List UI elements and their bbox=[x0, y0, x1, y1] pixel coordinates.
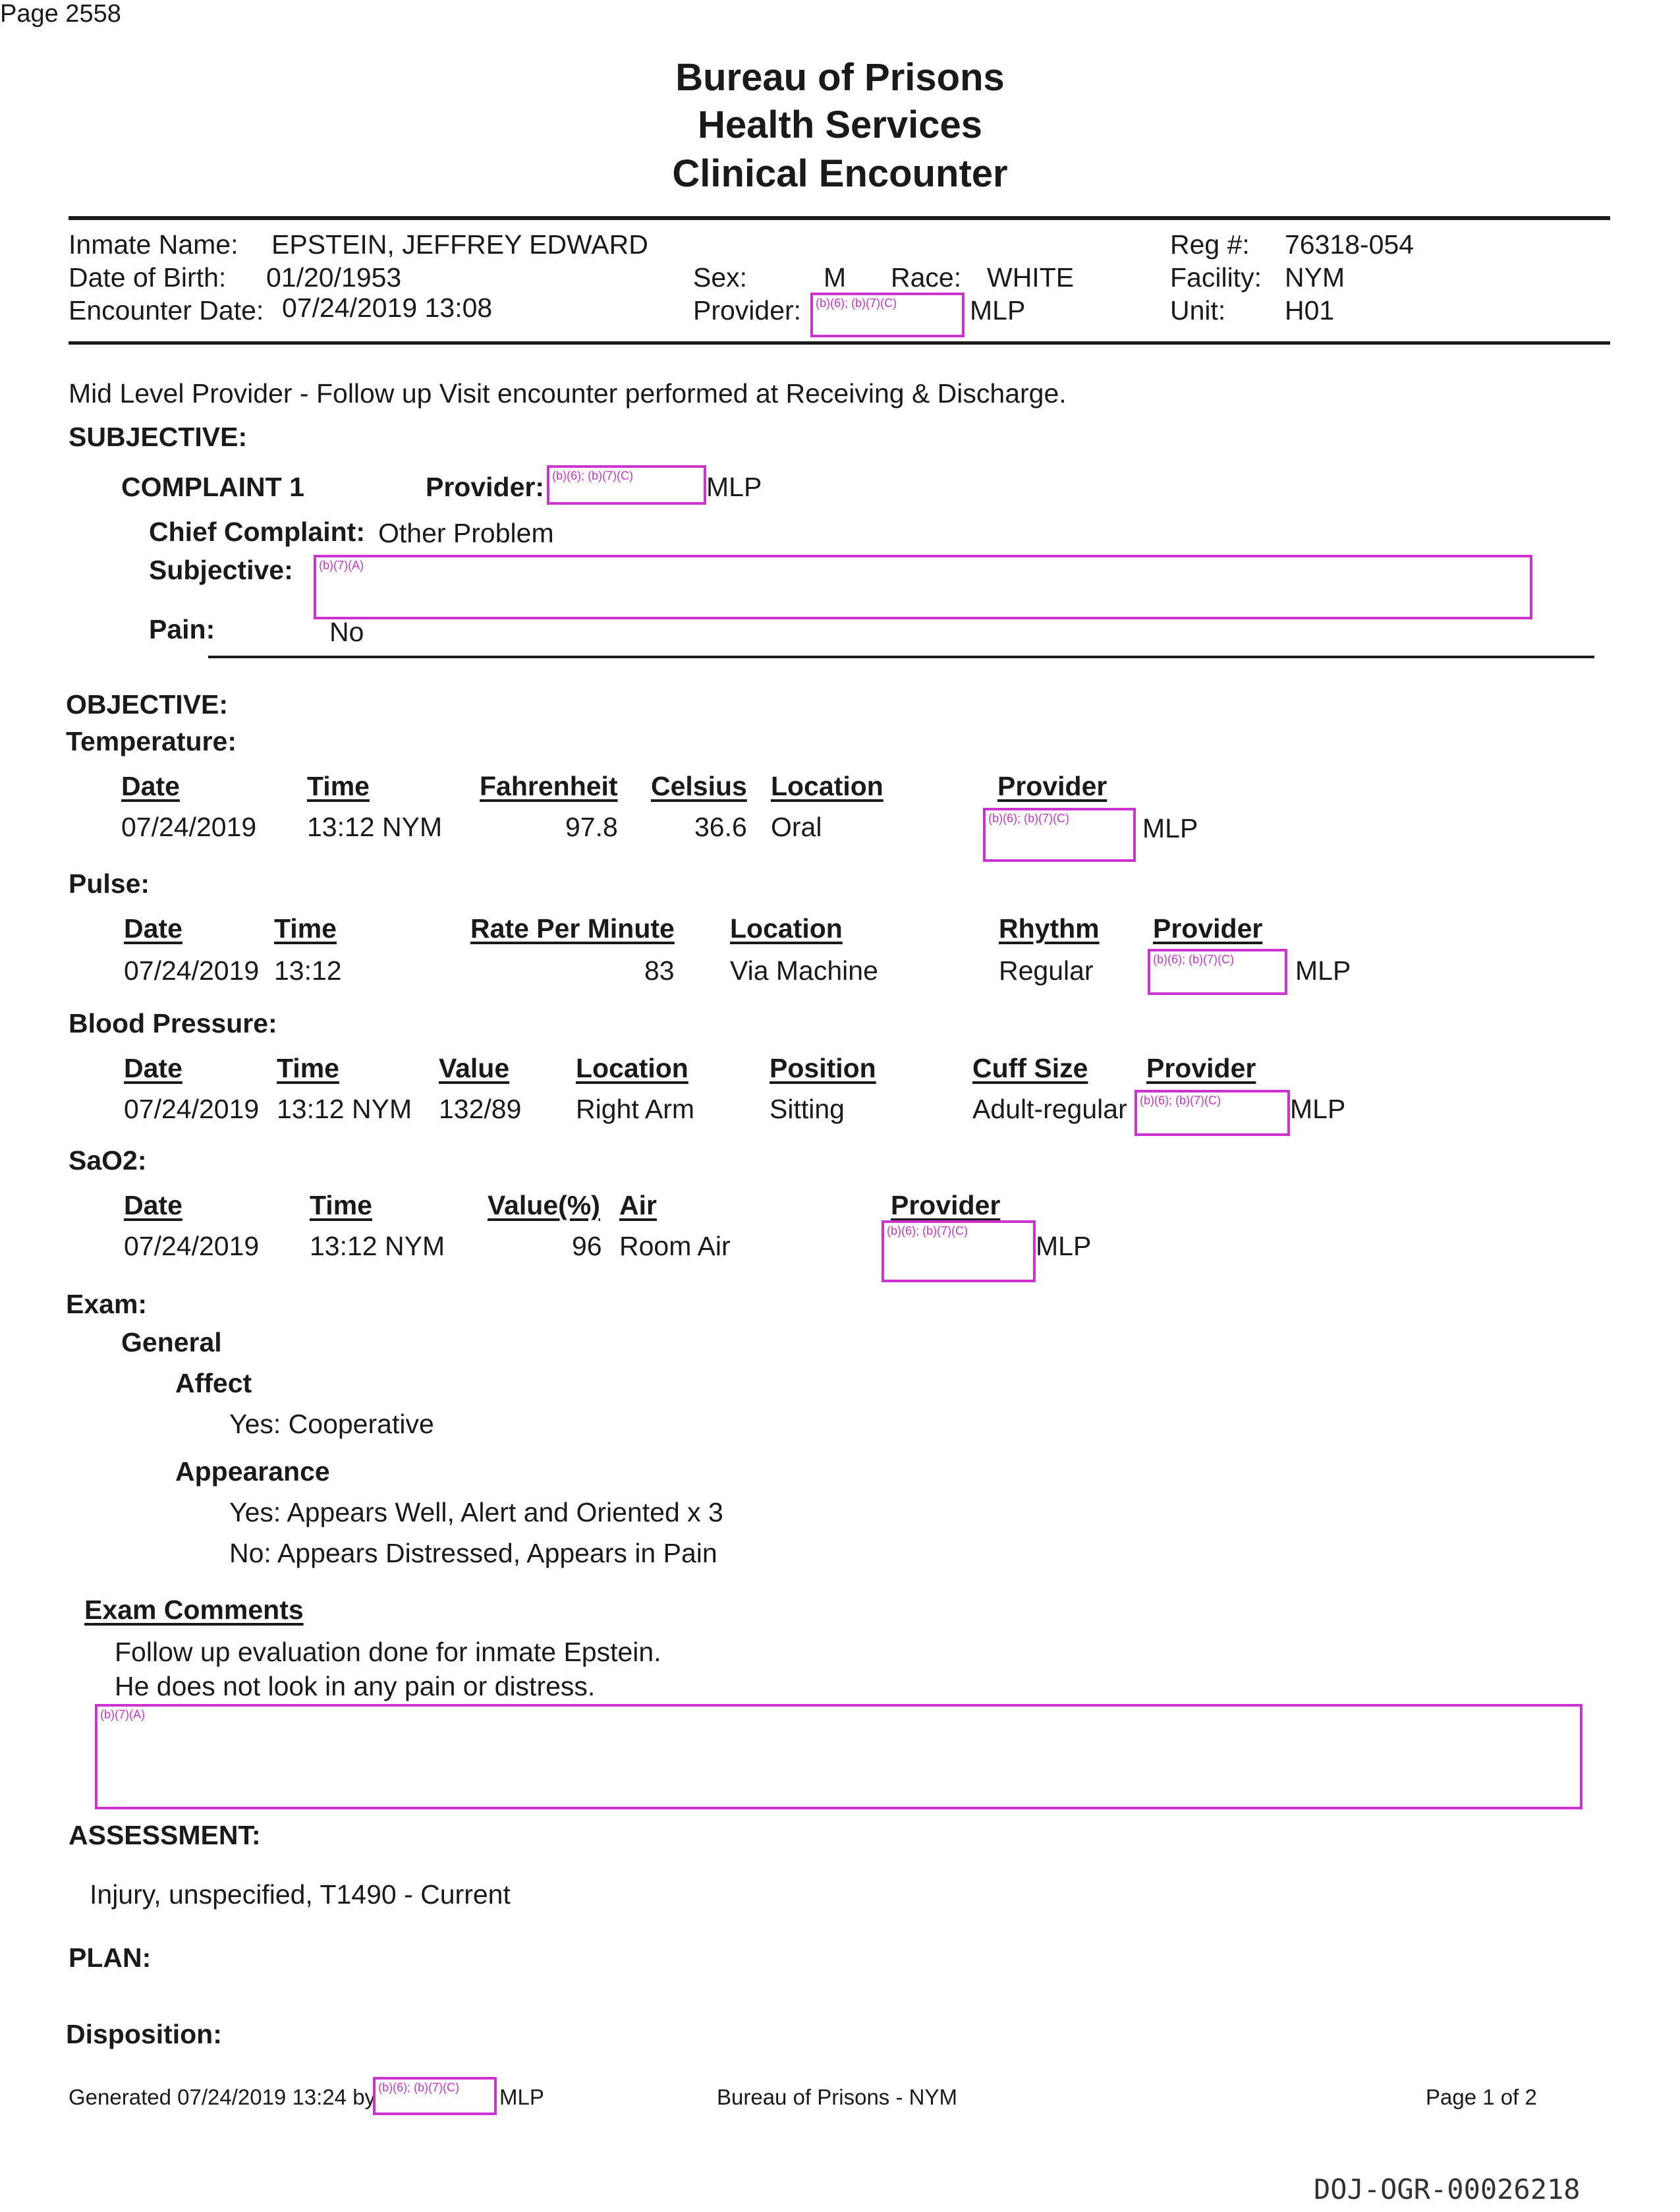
encounter-label: Encounter Date: bbox=[69, 295, 264, 326]
dob-label: Date of Birth: bbox=[69, 262, 227, 293]
redaction-box: (b)(7)(A) bbox=[314, 555, 1532, 619]
col-location: Location bbox=[771, 771, 883, 801]
col-date: Date bbox=[124, 1053, 182, 1083]
disposition-heading: Disposition: bbox=[66, 2019, 222, 2049]
redaction-box: (b)(6); (b)(7)(C) bbox=[1134, 1090, 1290, 1136]
cell-rate: 83 bbox=[644, 955, 675, 986]
col-time: Time bbox=[310, 1190, 372, 1220]
redaction-box: (b)(6); (b)(7)(C) bbox=[1148, 949, 1287, 995]
cell-date: 07/24/2019 bbox=[121, 812, 257, 842]
assessment-heading: ASSESSMENT: bbox=[69, 1820, 261, 1850]
title-line-2: Health Services bbox=[697, 103, 983, 146]
bp-heading: Blood Pressure: bbox=[69, 1008, 277, 1038]
col-provider: Provider bbox=[997, 771, 1107, 801]
exam-comments-heading: Exam Comments bbox=[84, 1595, 304, 1625]
sex-value: M bbox=[824, 262, 847, 293]
exam-comment-line-1: Follow up evaluation done for inmate Epstein. bbox=[115, 1637, 661, 1667]
subjective-heading: SUBJECTIVE: bbox=[69, 422, 248, 452]
inmate-name: EPSTEIN, JEFFREY EDWARD bbox=[271, 229, 648, 260]
col-rhythm: Rhythm bbox=[999, 913, 1100, 944]
provider-suffix: MLP bbox=[970, 295, 1026, 326]
facility-value: NYM bbox=[1285, 262, 1345, 293]
subjective-rule bbox=[208, 656, 1594, 658]
complaint-label: COMPLAINT 1 bbox=[121, 472, 304, 502]
cell-value: 132/89 bbox=[439, 1094, 522, 1124]
cell-time: 13:12 NYM bbox=[310, 1231, 445, 1261]
col-time: Time bbox=[307, 771, 370, 801]
col-position: Position bbox=[770, 1053, 876, 1083]
exam-appearance: Appearance bbox=[175, 1456, 330, 1487]
page-label: Page 2558 bbox=[0, 0, 121, 28]
redaction-box: (b)(7)(A) bbox=[95, 1704, 1582, 1809]
redaction-box: (b)(6); (b)(7)(C) bbox=[810, 293, 965, 337]
cell-rhythm: Regular bbox=[999, 955, 1094, 986]
race-value: WHITE bbox=[987, 262, 1075, 293]
col-location: Location bbox=[576, 1053, 688, 1083]
unit-value: H01 bbox=[1285, 295, 1335, 326]
exam-heading: Exam: bbox=[66, 1289, 148, 1319]
col-date: Date bbox=[124, 913, 182, 944]
exam-general: General bbox=[121, 1327, 222, 1357]
chief-complaint-value: Other Problem bbox=[378, 518, 554, 548]
exam-affect-yes: Yes: Cooperative bbox=[229, 1409, 434, 1439]
plan-heading: PLAN: bbox=[69, 1943, 152, 1973]
chief-complaint-label: Chief Complaint: bbox=[149, 517, 365, 547]
intro-line: Mid Level Provider - Follow up Visit encounter performed at Receiving & Discharge. bbox=[69, 378, 1067, 409]
unit-label: Unit: bbox=[1170, 295, 1226, 326]
redaction-box: (b)(6); (b)(7)(C) bbox=[983, 808, 1136, 862]
subjective-label: Subjective: bbox=[149, 555, 293, 585]
cell-location: Via Machine bbox=[730, 955, 878, 986]
inmate-name-label: Inmate Name: bbox=[69, 229, 238, 260]
exam-comment-line-2: He does not look in any pain or distress. bbox=[115, 1671, 596, 1701]
encounter-value: 07/24/2019 13:08 bbox=[282, 293, 493, 323]
col-provider: Provider bbox=[1146, 1053, 1256, 1083]
objective-heading: OBJECTIVE: bbox=[66, 689, 229, 720]
cell-fahrenheit: 97.8 bbox=[565, 812, 618, 842]
pulse-heading: Pulse: bbox=[69, 868, 150, 899]
footer-page: Page 1 of 2 bbox=[1426, 2085, 1537, 2109]
pain-value: No bbox=[329, 617, 364, 647]
title-line-3: Clinical Encounter bbox=[672, 152, 1008, 195]
complaint-provider-label: Provider: bbox=[426, 472, 544, 502]
assessment-text: Injury, unspecified, T1490 - Current bbox=[90, 1879, 511, 1910]
title-line-1: Bureau of Prisons bbox=[675, 56, 1005, 99]
redaction-box: (b)(6); (b)(7)(C) bbox=[373, 2077, 497, 2115]
col-rate: Rate Per Minute bbox=[470, 913, 675, 944]
cell-provider-suffix: MLP bbox=[1295, 955, 1351, 986]
cell-location: Oral bbox=[771, 812, 822, 842]
complaint-provider-suffix: MLP bbox=[706, 472, 762, 502]
facility-label: Facility: bbox=[1170, 262, 1262, 293]
col-value: Value(%) bbox=[488, 1190, 600, 1220]
cell-air: Room Air bbox=[619, 1231, 731, 1261]
header-top-rule bbox=[69, 216, 1610, 220]
col-time: Time bbox=[274, 913, 337, 944]
race-label: Race: bbox=[891, 262, 962, 293]
col-time: Time bbox=[277, 1053, 339, 1083]
bates-number: DOJ-OGR-00026218 bbox=[1314, 2173, 1581, 2205]
cell-provider-suffix: MLP bbox=[1036, 1231, 1092, 1261]
cell-date: 07/24/2019 bbox=[124, 1094, 260, 1124]
cell-date: 07/24/2019 bbox=[124, 1231, 260, 1261]
exam-appearance-yes: Yes: Appears Well, Alert and Oriented x 3 bbox=[229, 1497, 723, 1527]
footer-center: Bureau of Prisons - NYM bbox=[717, 2085, 957, 2109]
sex-label: Sex: bbox=[693, 262, 748, 293]
col-value: Value bbox=[439, 1053, 510, 1083]
temperature-heading: Temperature: bbox=[66, 726, 237, 756]
cell-location: Right Arm bbox=[576, 1094, 694, 1124]
redaction-box: (b)(6); (b)(7)(C) bbox=[882, 1220, 1036, 1282]
cell-position: Sitting bbox=[770, 1094, 845, 1124]
col-fahrenheit: Fahrenheit bbox=[480, 771, 618, 801]
col-date: Date bbox=[121, 771, 180, 801]
cell-value: 96 bbox=[572, 1231, 602, 1261]
cell-provider-suffix: MLP bbox=[1290, 1094, 1346, 1124]
col-provider: Provider bbox=[891, 1190, 1001, 1220]
col-cuff-size: Cuff Size bbox=[972, 1053, 1088, 1083]
cell-cuff-size: Adult-regular bbox=[972, 1094, 1127, 1124]
cell-time: 13:12 bbox=[274, 955, 342, 986]
provider-label: Provider: bbox=[693, 295, 802, 326]
header-bottom-rule bbox=[69, 341, 1610, 345]
reg-label: Reg #: bbox=[1170, 229, 1250, 260]
reg-value: 76318-054 bbox=[1285, 229, 1414, 260]
cell-time: 13:12 NYM bbox=[277, 1094, 412, 1124]
redaction-box: (b)(6); (b)(7)(C) bbox=[547, 465, 706, 505]
sao2-heading: SaO2: bbox=[69, 1145, 147, 1176]
col-date: Date bbox=[124, 1190, 182, 1220]
col-location: Location bbox=[730, 913, 843, 944]
cell-provider-suffix: MLP bbox=[1142, 813, 1198, 843]
exam-affect: Affect bbox=[175, 1368, 252, 1398]
cell-date: 07/24/2019 bbox=[124, 955, 260, 986]
col-air: Air bbox=[619, 1190, 657, 1220]
dob-value: 01/20/1953 bbox=[266, 262, 402, 293]
col-celsius: Celsius bbox=[651, 771, 747, 801]
footer-generated-suffix: MLP bbox=[499, 2085, 544, 2109]
col-provider: Provider bbox=[1153, 913, 1263, 944]
footer-generated: Generated 07/24/2019 13:24 by bbox=[69, 2085, 376, 2109]
cell-celsius: 36.6 bbox=[694, 812, 747, 842]
cell-time: 13:12 NYM bbox=[307, 812, 443, 842]
pain-label: Pain: bbox=[149, 614, 215, 644]
exam-appearance-no: No: Appears Distressed, Appears in Pain bbox=[229, 1538, 717, 1568]
